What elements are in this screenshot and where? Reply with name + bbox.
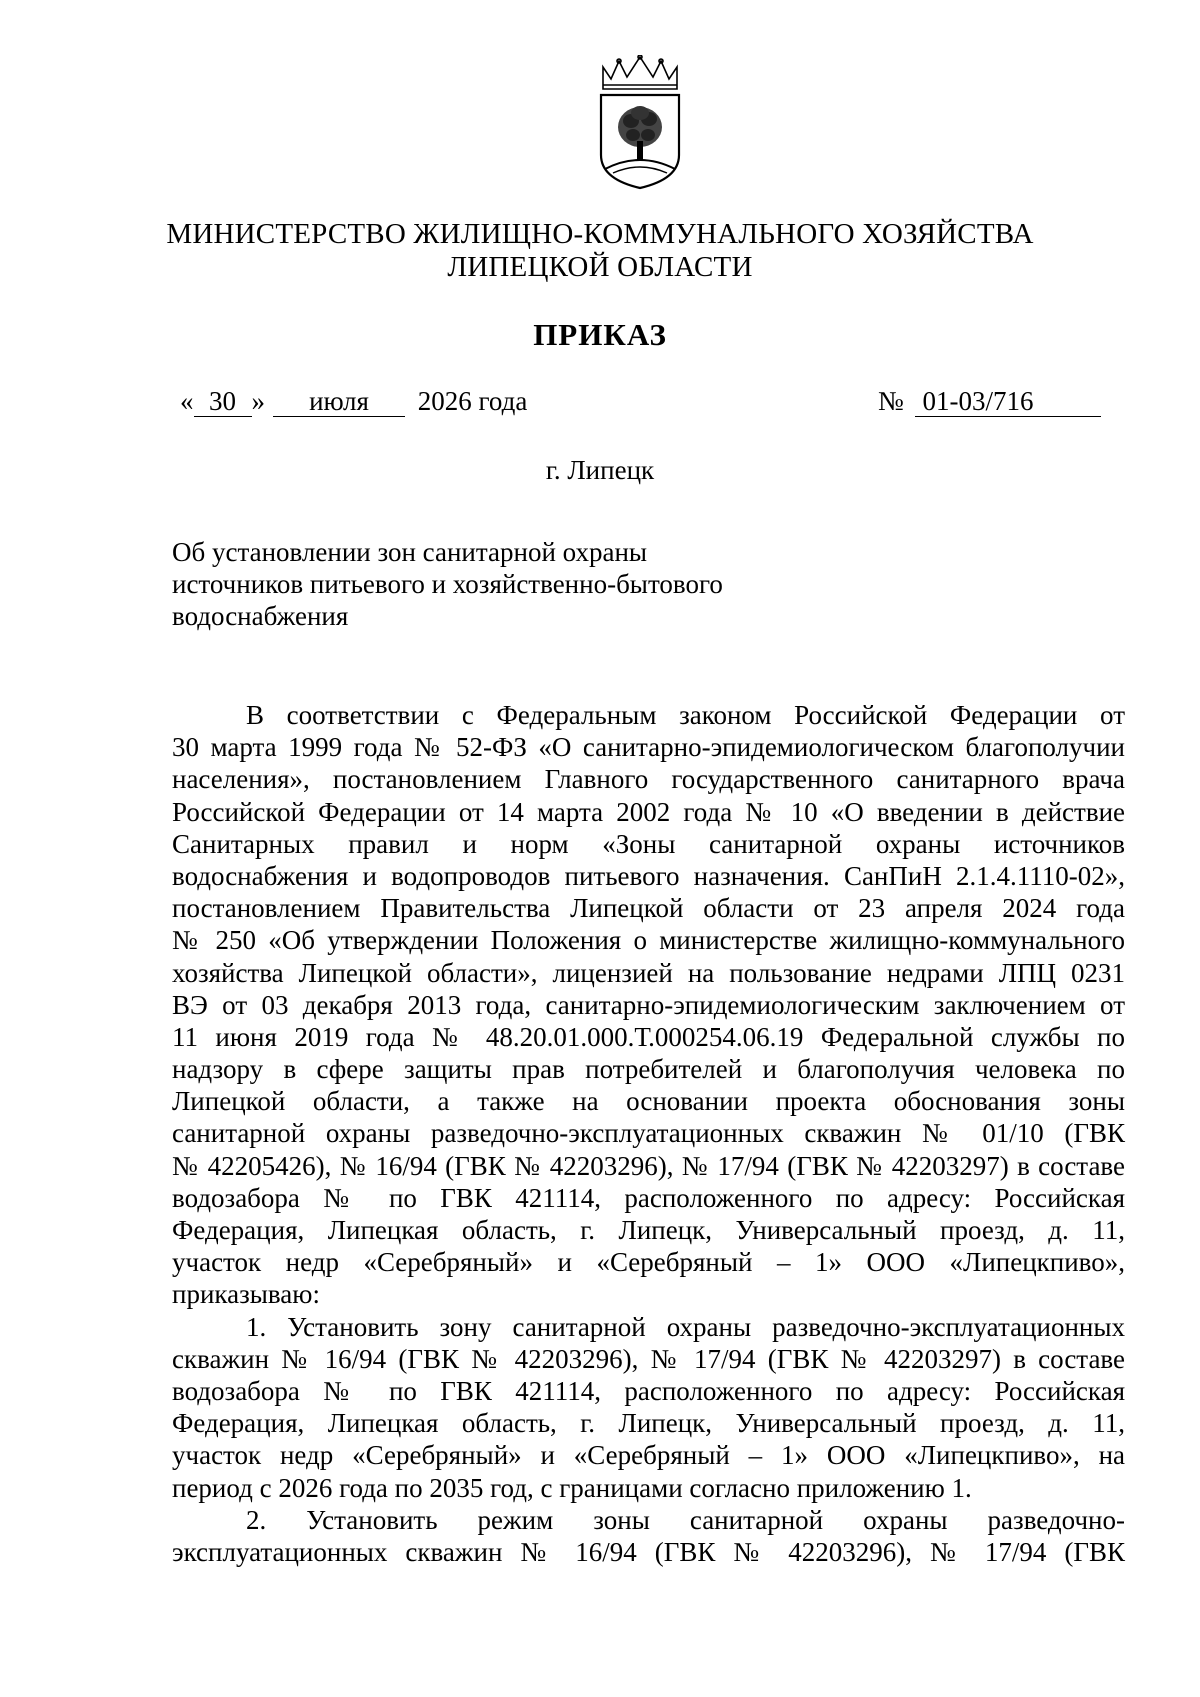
body-line: санитарной охраны разведочно-эксплуатационных скважин № 01/10 (ГВК <box>172 1118 1125 1149</box>
open-quote: « <box>180 386 194 416</box>
number-sign: № <box>878 386 904 416</box>
body-line: ВЭ от 03 декабря 2013 года, санитарно-эпидемиологическим заключением от <box>172 989 1125 1020</box>
body-line: 30 марта 1999 года № 52-ФЗ «О санитарно-эпидемиологическом благополучии <box>172 732 1125 763</box>
order-number-value: 01-03/716 <box>915 386 1101 417</box>
clause-1-line: Федерация, Липецкая область, г. Липецк, Универсальный проезд, д. 11, <box>172 1408 1125 1439</box>
body-line: № 42205426), № 16/94 (ГВК № 42203296), № 17/94 (ГВК № 42203297) в составе <box>172 1150 1125 1181</box>
body-line: № 250 «Об утверждении Положения о министерстве жилищно-коммунального <box>172 925 1125 956</box>
body-line: населения», постановлением Главного государственного санитарного врача <box>172 764 1125 795</box>
city-name: г. Липецк <box>545 455 655 485</box>
date-day: 30 <box>194 386 252 417</box>
body-line: водозабора № по ГВК 421114, расположенного по адресу: Российская <box>172 1182 1125 1213</box>
body-line: Федерация, Липецкая область, г. Липецк, Универсальный проезд, д. 11, <box>172 1215 1125 1245</box>
subject-line: Об установлении зон санитарной охраны <box>172 537 648 567</box>
ministry-name-line-2: ЛИПЕЦКОЙ ОБЛАСТИ <box>447 251 753 283</box>
coat-of-arms-icon <box>595 55 685 190</box>
body-line: постановлением Правительства Липецкой области от 23 апреля 2024 года <box>172 893 1125 924</box>
body-line: приказываю: <box>172 1279 320 1310</box>
clause-2-line: 2. Установить режим зоны санитарной охраны разведочно- <box>246 1504 1125 1535</box>
clause-2-line: эксплуатационных скважин № 16/94 (ГВК № 42203296), № 17/94 (ГВК <box>172 1536 1125 1567</box>
body-line: участок недр «Серебряный» и «Серебряный – 1» ООО «Липецкпиво», <box>172 1247 1125 1278</box>
clause-1-line: 1. Установить зону санитарной охраны разведочно-эксплуатационных <box>246 1311 1125 1342</box>
clause-1-line: период с 2026 года по 2035 год, с границами согласно приложению 1. <box>172 1472 972 1503</box>
date-month: июля <box>273 386 405 417</box>
body-line: В соответствии с Федеральным законом Российской Федерации от <box>246 700 1125 730</box>
ministry-name-line-1: МИНИСТЕРСТВО ЖИЛИЩНО-КОММУНАЛЬНОГО ХОЗЯЙСТВА <box>166 218 1034 250</box>
body-line: хозяйства Липецкой области», лицензией на пользование недрами ЛПЦ 0231 <box>172 957 1125 988</box>
body-line: Российской Федерации от 14 марта 2002 года № 10 «О введении в действие <box>172 796 1125 827</box>
close-quote: » <box>251 386 265 416</box>
body-line: Санитарных правил и норм «Зоны санитарной охраны источников <box>172 828 1125 859</box>
body-line: 11 июня 2019 года № 48.20.01.000.Т.000254.06.19 Федеральной службы по <box>172 1021 1125 1052</box>
document-type-title: ПРИКАЗ <box>533 317 667 352</box>
subject-line: водоснабжения <box>172 601 349 631</box>
order-body <box>172 699 1125 1568</box>
subject-line: источников питьевого и хозяйственно-бытового <box>172 569 723 599</box>
clause-1-line: скважин № 16/94 (ГВК № 42203296), № 17/94 (ГВК № 42203297) в составе <box>172 1343 1125 1374</box>
body-line: надзору в сфере защиты прав потребителей и благополучия человека по <box>172 1054 1125 1085</box>
body-line: Липецкой области, а также на основании проекта обоснования зоны <box>172 1086 1125 1117</box>
clause-1-line: участок недр «Серебряный» и «Серебряный – 1» ООО «Липецкпиво», на <box>172 1440 1125 1471</box>
date-year: 2026 года <box>417 386 528 416</box>
body-line: водоснабжения и водопроводов питьевого назначения. СанПиН 2.1.4.1110-02», <box>172 860 1125 891</box>
order-date <box>180 385 527 417</box>
order-subject <box>172 536 872 632</box>
clause-1-line: водозабора № по ГВК 421114, расположенного по адресу: Российская <box>172 1375 1125 1406</box>
order-number <box>878 385 1101 417</box>
